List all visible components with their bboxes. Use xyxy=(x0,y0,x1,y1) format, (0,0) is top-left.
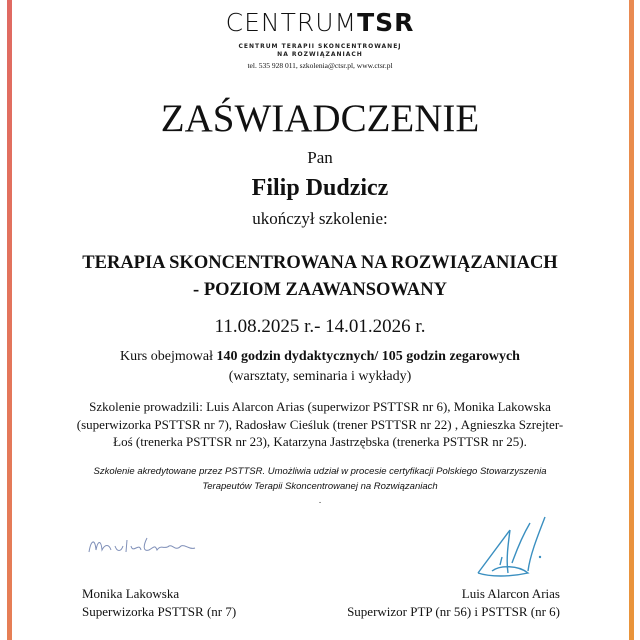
hours-bold: 140 godzin dydaktycznych/ 105 godzin zegarowych xyxy=(216,349,520,364)
logo-light: CENTRUM xyxy=(225,8,358,37)
logo xyxy=(0,8,640,37)
course-title-1: TERAPIA SKONCENTROWANA NA ROZWIĄZANIACH xyxy=(82,253,558,273)
recipient-name: Filip Dudzicz xyxy=(251,175,389,201)
instructors-line: (superwizorka PSTTSR nr 7), Radosław Cieśluk (trener PSTTSR nr 22) , Agnieszka Szrejter- xyxy=(76,416,564,432)
signer-name: Luis Alarcon Arias xyxy=(461,586,560,601)
hours-prefix: Kurs obejmował xyxy=(120,349,217,364)
signer-name: Monika Lakowska xyxy=(82,586,180,601)
logo-subtitle-2: NA ROZWIĄZANIACH xyxy=(277,51,363,58)
accreditation xyxy=(0,464,640,494)
dot: . xyxy=(318,496,322,505)
salutation: Pan xyxy=(307,148,333,167)
accreditation-line: Szkolenie akredytowane przez PSTTSR. Umożliwia udział w procesie certyfikacji Polskiego Stowarzyszenia xyxy=(93,466,547,477)
contact-info: tel. 535 928 011, szkolenia@ctsr.pl, www.ctsr.pl xyxy=(247,61,393,70)
signature-block-right xyxy=(347,585,560,621)
certificate-title: ZAŚWIADCZENIE xyxy=(160,97,480,140)
signature-lakowska xyxy=(85,532,205,560)
accreditation-line: Terapeutów Terapii Skoncentrowanej na Rozwiązaniach xyxy=(202,481,438,492)
logo-bold: TSR xyxy=(357,8,415,37)
logo-subtitle-1: CENTRUM TERAPII SKONCENTROWANEJ xyxy=(238,43,402,50)
signature-alarcon xyxy=(470,515,560,585)
instructors-line: Łoś (trenerka PSTTSR nr 23), Katarzyna Jastrzębska (trenerka PSTTSR nr 25). xyxy=(113,434,527,449)
course-hours xyxy=(0,349,640,365)
completed-text: ukończył szkolenie: xyxy=(252,209,388,228)
instructors-line: Szkolenie prowadzili: Luis Alarcon Arias (superwizor PSTTSR nr 6), Monika Lakowska xyxy=(89,399,551,414)
course-dates: 11.08.2025 r.- 14.01.2026 r. xyxy=(214,316,426,337)
instructors xyxy=(0,398,640,451)
signer-role: Superwizor PTP (nr 56) i PSTTSR (nr 6) xyxy=(347,604,560,619)
signature-block-left xyxy=(82,585,236,621)
signer-role: Superwizorka PSTTSR (nr 7) xyxy=(82,604,237,619)
course-title-2: - POZIOM ZAAWANSOWANY xyxy=(193,280,447,300)
course-formats: (warsztaty, seminaria i wykłady) xyxy=(228,369,412,384)
